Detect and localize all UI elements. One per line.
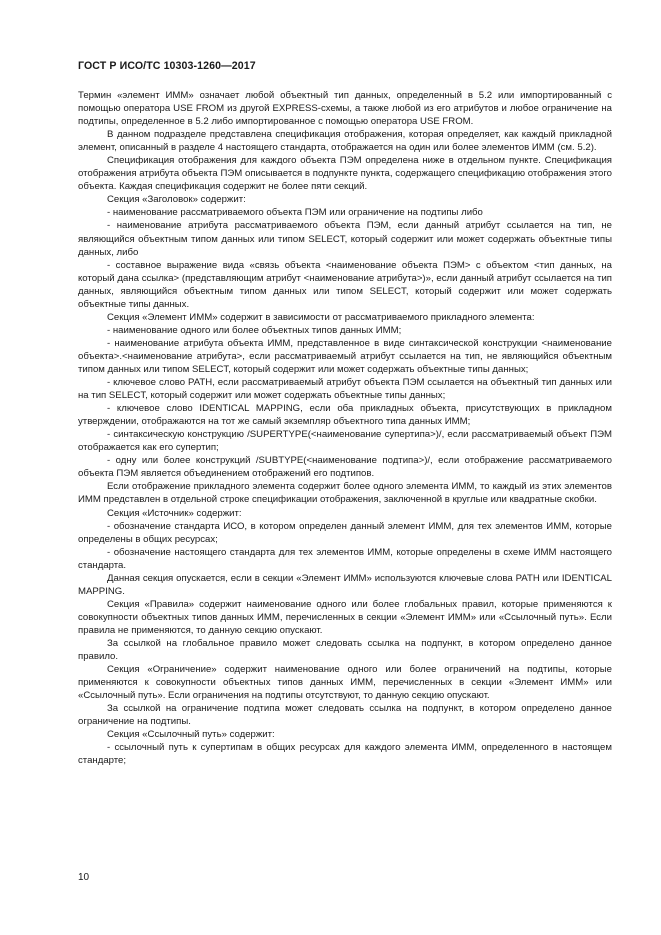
paragraph: За ссылкой на ограничение подтипа может следовать ссылка на подпункт, в котором определено данное ограничение на подтипы. bbox=[78, 703, 612, 728]
paragraph: - обозначение настоящего стандарта для тех элементов ИММ, которые определены в схеме ИММ настоящего стандарта. bbox=[78, 546, 612, 571]
paragraph: Термин «элемент ИММ» означает любой объектный тип данных, определенный в 5.2 или импортированный с помощью оператора USE FROM из другой EXPRESS-схемы, а также любой из его атрибутов и любое ограничение на подтипы, определенное в 5.2 либо импортированное с помощью оператора USE FROM. bbox=[78, 90, 612, 128]
paragraph: Если отображение прикладного элемента содержит более одного элемента ИММ, то каждый из этих элементов ИММ представлен в отдельной строке спецификации отображения, заключенной в круглые или квадратные скобки. bbox=[78, 481, 612, 506]
paragraph: В данном подразделе представлена спецификация отображения, которая определяет, как каждый прикладной элемент, описанный в разделе 4 настоящего стандарта, отображается на один или более элементов ИММ (см. 5.2). bbox=[78, 129, 612, 154]
paragraph: Секция «Правила» содержит наименование одного или более глобальных правил, которые применяются к совокупности объектных типов данных ИММ, перечисленных в секции «Элемент ИММ» или «Ссылочный путь». Если правила не применяются, то данную секцию опускают. bbox=[78, 598, 612, 636]
paragraph: Секция «Ссылочный путь» содержит: bbox=[107, 729, 275, 741]
paragraph: Секция «Ограничение» содержит наименование одного или более ограничений на подтипы, которые применяются к совокупности объектных типов данных ИММ, перечисленных в секции «Элемент ИММ» или «Ссылочный путь». Если ограничения на подтипы отсутствуют, то данную секцию опускают. bbox=[78, 664, 612, 702]
paragraph: - ключевое слово PATH, если рассматриваемый атрибут объекта ПЭМ ссылается на объектный тип данных или на тип SELECT, который содержит или может содержать объектные типы данных; bbox=[78, 377, 612, 402]
paragraph: - наименование одного или более объектных типов данных ИММ; bbox=[107, 324, 402, 336]
paragraph: - наименование атрибута объекта ИММ, представленное в виде синтаксической конструкции <наименование объекта>.<наименование атрибута>, если рассматриваемый атрибут ссылается на тип, не являющийся объектным типом данных или типом SELECT, который содержит или может содержать объектные типы данных; bbox=[78, 337, 612, 375]
page-number: 10 bbox=[78, 872, 90, 883]
document-body bbox=[78, 89, 612, 767]
paragraph: - ссылочный путь к супертипам в общих ресурсах для каждого элемента ИММ, определенного в настоящем стандарте; bbox=[78, 742, 612, 767]
paragraph: - ключевое слово IDENTICAL MAPPING, если оба прикладных объекта, присутствующих в прикладном утверждении, отображаются на тот же самый экземпляр объектного типа данных ИММ; bbox=[78, 403, 612, 428]
paragraph: Секция «Заголовок» содержит: bbox=[107, 194, 246, 206]
paragraph: Секция «Элемент ИММ» содержит в зависимости от рассматриваемого прикладного элемента: bbox=[107, 311, 535, 323]
paragraph: Секция «Источник» содержит: bbox=[107, 507, 242, 519]
paragraph: - составное выражение вида «связь объекта <наименование объекта ПЭМ> с объектом <тип данных, на который дана ссылка> (представляющим атрибут <наименование атрибута>)», если данный атрибут ссылается на тип данных, являющийся объектным типом данных или типом SELECT, который содержит или может содержать объектные типы данных. bbox=[78, 259, 612, 310]
paragraph: Спецификация отображения для каждого объекта ПЭМ определена ниже в отдельном пункте. Спецификация отображения атрибута объекта ПЭМ описывается в подпункте пункта, содержащего спецификацию отображения этого объекта. Каждая спецификация содержит не более пяти секций. bbox=[78, 155, 612, 193]
paragraph: - обозначение стандарта ИСО, в котором определен данный элемент ИММ, для тех элементов ИММ, которые определены в общих ресурсах; bbox=[78, 520, 612, 545]
document-header: ГОСТ Р ИСО/ТС 10303-1260—2017 bbox=[78, 60, 256, 72]
paragraph: - наименование рассматриваемого объекта ПЭМ или ограничение на подтипы либо bbox=[107, 207, 483, 219]
paragraph: За ссылкой на глобальное правило может следовать ссылка на подпункт, в котором определено данное правило. bbox=[78, 637, 612, 663]
paragraph: - наименование атрибута рассматриваемого объекта ПЭМ, если данный атрибут ссылается на тип, не являющийся объектным типом данных или типом SELECT, который содержит или может содержать объектные типы данных, либо bbox=[78, 220, 612, 258]
paragraph: Данная секция опускается, если в секции «Элемент ИММ» используются ключевые слова PATH или IDENTICAL MAPPING. bbox=[78, 572, 612, 597]
paragraph: - синтаксическую конструкцию /SUPERTYPE(<наименование супертипа>)/, если рассматриваемый объект ПЭМ отображается как его супертип; bbox=[78, 429, 612, 454]
paragraph: - одну или более конструкций /SUBTYPE(<наименование подтипа>)/, если отображение рассматриваемого объекта ПЭМ является объединением отображений его подтипов. bbox=[78, 455, 612, 480]
